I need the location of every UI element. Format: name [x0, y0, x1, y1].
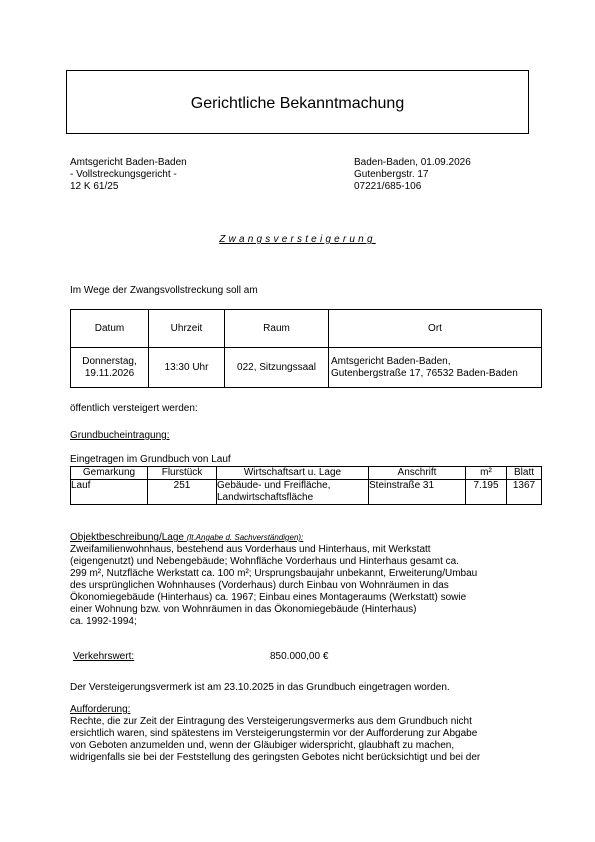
cell-blatt: 1367: [507, 480, 542, 505]
object-heading-label: Objektbeschreibung/Lage: [70, 532, 184, 543]
intro-text: Im Wege der Zwangsvollstreckung soll am: [70, 285, 258, 296]
header-anschrift: Anschrift: [369, 467, 466, 480]
request-line: ersichtlich waren, sind spätestens im Versteigerungstermin vor der Aufforderung zur Abgabe: [70, 728, 478, 739]
land-register-header-row: [71, 467, 542, 480]
auctioned-text: öffentlich versteigert werden:: [70, 403, 198, 414]
cell-m2: 7.195: [466, 480, 507, 505]
cell-date: [71, 348, 149, 388]
header-wirtschaftsart: Wirtschaftsart u. Lage: [217, 467, 369, 480]
land-register-heading: Grundbucheintragung:: [70, 430, 170, 441]
place-line-2: Gutenbergstraße 17, 76532 Baden-Baden: [331, 367, 518, 379]
place-line-1: Amtsgericht Baden-Baden,: [331, 355, 451, 367]
appointment-row: [71, 348, 542, 388]
cell-flurstueck: 251: [148, 480, 217, 505]
object-line: 299 m², Nutzfläche Werkstatt ca. 100 m²; Ursprungsbaujahr unbekannt, Erweiterung/Umbau: [70, 568, 478, 579]
cell-gemarkung: Lauf: [71, 480, 148, 505]
header-date: Datum: [71, 310, 149, 348]
header-time: Uhrzeit: [149, 310, 225, 348]
object-description: [70, 544, 530, 628]
land-register-text: Eingetragen im Grundbuch von Lauf: [70, 454, 231, 465]
court-name: Amtsgericht Baden-Baden: [70, 157, 187, 168]
court-department: - Vollstreckungsgericht -: [70, 169, 177, 180]
land-register-row: [71, 480, 542, 505]
appointment-header-row: [71, 310, 542, 348]
header-flurstueck: Flurstück: [148, 467, 217, 480]
object-line: des ursprünglichen Wohnhauses (Vorderhaus) durch Einbau von Wohnräumen in das: [70, 580, 449, 591]
date-line-1: Donnerstag,: [82, 355, 137, 367]
cell-room: 022, Sitzungssaal: [225, 348, 329, 388]
header-m2: m²: [466, 467, 507, 480]
request-line: Rechte, die zur Zeit der Eintragung des Versteigerungsvermerks aus dem Grundbuch nicht: [70, 716, 472, 727]
request-text: [70, 716, 530, 764]
wirtschaftsart-line-2: Landwirtschaftsfläche: [217, 492, 314, 503]
cell-time: 13:30 Uhr: [149, 348, 225, 388]
object-heading-note: (lt.Angabe d. Sachverständigen):: [186, 533, 304, 542]
cell-anschrift: Steinstraße 31: [369, 480, 466, 505]
request-line: von Geboten anzumelden und, wenn der Gläubiger widerspricht, glaubhaft zu machen,: [70, 740, 455, 751]
title-box: [66, 70, 529, 134]
land-register-table: [70, 466, 542, 505]
object-heading: [70, 532, 303, 544]
wirtschaftsart-line-1: Gebäude- und Freifläche,: [217, 480, 331, 491]
object-line: ca. 1992-1994;: [70, 616, 137, 627]
file-number: 12 K 61/25: [70, 181, 119, 192]
phone-number: 07221/685-106: [354, 181, 422, 192]
page-title: Gerichtliche Bekanntmachung: [190, 95, 405, 112]
object-line: einer Wohnung bzw. von Wohnräumen in das Ökonomiegebäude (Hinterhaus): [70, 604, 417, 615]
object-line: Ökonomiegebäude (Hinterhaus) ca. 1967; Einbau eines Montageraums (Werkstatt) sowie: [70, 592, 467, 603]
header-place: Ort: [329, 310, 542, 348]
city-date: Baden-Baden, 01.09.2026: [354, 157, 471, 168]
request-line: widrigenfalls sie bei der Feststellung des geringsten Gebotes nicht berücksichtigt und bei der: [70, 752, 481, 763]
object-line: Zweifamilienwohnhaus, bestehend aus Vorderhaus und Hinterhaus, mit Werkstatt: [70, 544, 431, 555]
document-heading: Zwangsversteigerung: [219, 234, 376, 245]
header-blatt: Blatt: [507, 467, 542, 480]
street-address: Gutenbergstr. 17: [354, 169, 429, 180]
date-line-2: 19.11.2026: [84, 367, 135, 379]
market-value-label: Verkehrswert:: [73, 651, 135, 662]
appointment-table: [70, 309, 542, 388]
object-line: (eigengenutzt) und Nebengebäude; Wohnfläche Vorderhaus und Hinterhaus gesamt ca.: [70, 556, 459, 567]
header-gemarkung: Gemarkung: [71, 467, 148, 480]
header-room: Raum: [225, 310, 329, 348]
cell-wirtschaftsart: [217, 480, 369, 505]
cell-place: [329, 348, 542, 388]
register-note: Der Versteigerungsvermerk ist am 23.10.2025 in das Grundbuch eingetragen worden.: [70, 682, 450, 693]
market-value: 850.000,00 €: [270, 651, 329, 662]
request-heading: Aufforderung:: [70, 704, 131, 715]
